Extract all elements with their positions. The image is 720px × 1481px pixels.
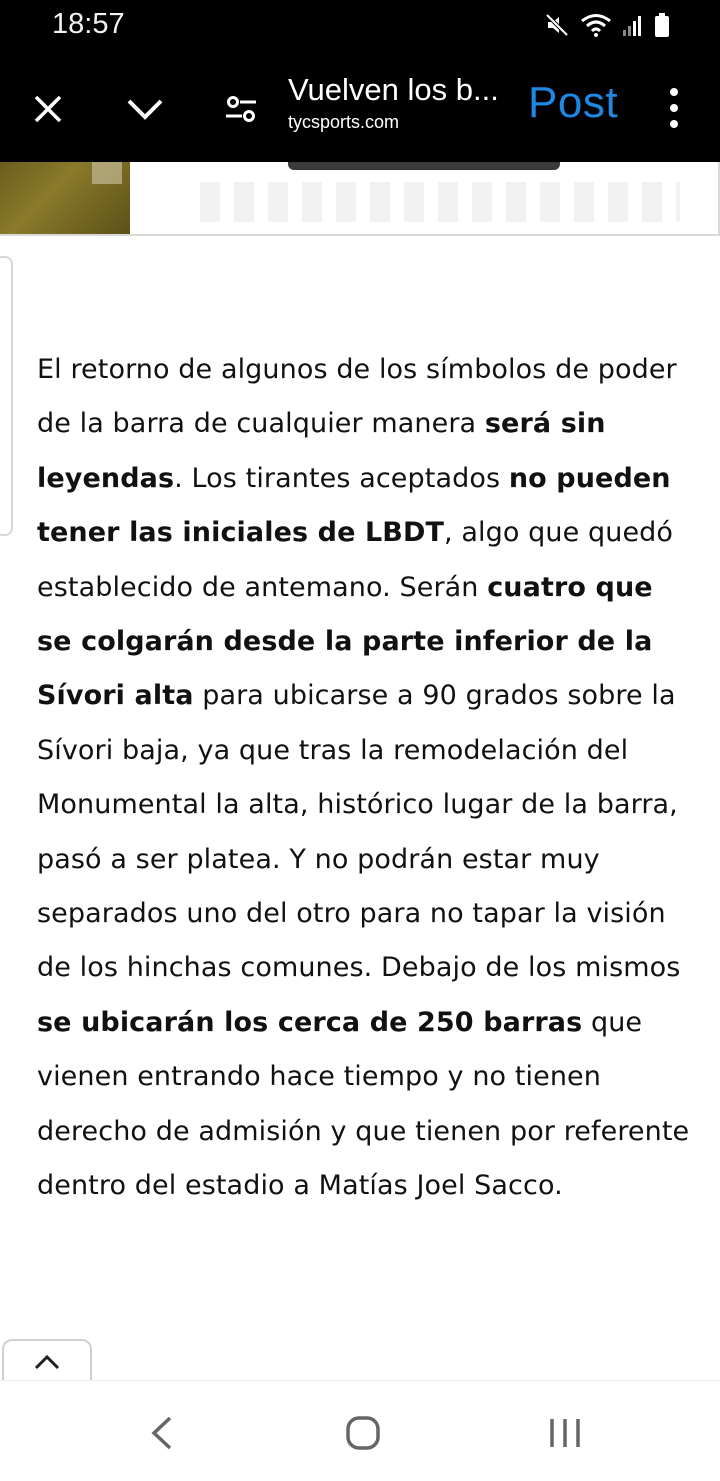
page-title: Vuelven los b...: [288, 72, 499, 107]
post-button[interactable]: Post: [528, 78, 619, 127]
hero-image-patch: [92, 162, 122, 184]
site-settings-icon: [223, 94, 259, 124]
article-text: . Los tirantes aceptados: [174, 462, 509, 494]
back-button[interactable]: [132, 1411, 192, 1455]
back-icon: [150, 1416, 174, 1450]
article-text: El retorno de algunos de los símbolos de poder de la barra de cualquier manera: [37, 354, 677, 440]
more-menu-button[interactable]: [660, 82, 688, 134]
chevron-down-icon: [126, 97, 164, 121]
wifi-icon: [580, 12, 612, 38]
hero-card: [0, 162, 720, 236]
battery-icon: [654, 12, 670, 38]
status-icons: [544, 12, 670, 38]
site-settings-button[interactable]: [216, 85, 266, 133]
page-title-area[interactable]: [288, 70, 508, 133]
home-button[interactable]: [333, 1411, 393, 1455]
status-time: 18:57: [52, 8, 125, 40]
article-bold-text: se ubicarán los cerca de 250 barras: [37, 1006, 583, 1038]
close-button[interactable]: [24, 85, 72, 133]
recents-button[interactable]: [535, 1411, 595, 1455]
article-bold-text: será sin leyendas: [37, 408, 606, 494]
more-vert-dot: [670, 104, 678, 112]
article-text: que vienen entrando hace tiempo y no tienen derecho de admisión y que tienen por referente dentro del estadio a Matías Joel Sacco.: [37, 1006, 690, 1202]
hero-image: [0, 162, 130, 234]
signal-icon: [622, 12, 644, 38]
close-icon: [32, 93, 64, 125]
more-vert-icon: [670, 88, 678, 96]
navigation-bar: [0, 1380, 720, 1481]
browser-toolbar: [0, 52, 720, 162]
chevron-up-icon: [34, 1354, 60, 1370]
more-vert-dot: [670, 120, 678, 128]
home-icon: [345, 1415, 381, 1451]
page-domain: tycsports.com: [288, 112, 400, 132]
minimize-button[interactable]: [120, 85, 170, 133]
article-bold-text: cuatro que se colgarán desde la parte inferior de la Sívori alta: [37, 571, 653, 712]
status-bar: [0, 0, 720, 52]
article-text: para ubicarse a 90 grados sobre la Sívori baja, ya que tras la remodelación del Monumental la alta, histórico lugar de la barra, pasó a ser platea. Y no podrán estar muy separados uno del otro para no tapar la visión de los hinchas comunes. Debajo de los mismos: [37, 680, 681, 984]
article-text: , algo que quedó establecido de antemano. Serán: [37, 517, 674, 603]
edge-panel-handle[interactable]: [0, 256, 13, 536]
article-body: [37, 343, 692, 1214]
hero-overlay-bar: [288, 162, 560, 170]
scroll-to-top-button[interactable]: [2, 1339, 92, 1383]
hero-faint-text: [200, 182, 680, 222]
mute-icon: [544, 12, 570, 38]
article-bold-text: no pueden tener las iniciales de LBDT: [37, 462, 671, 549]
recents-icon: [548, 1417, 582, 1449]
